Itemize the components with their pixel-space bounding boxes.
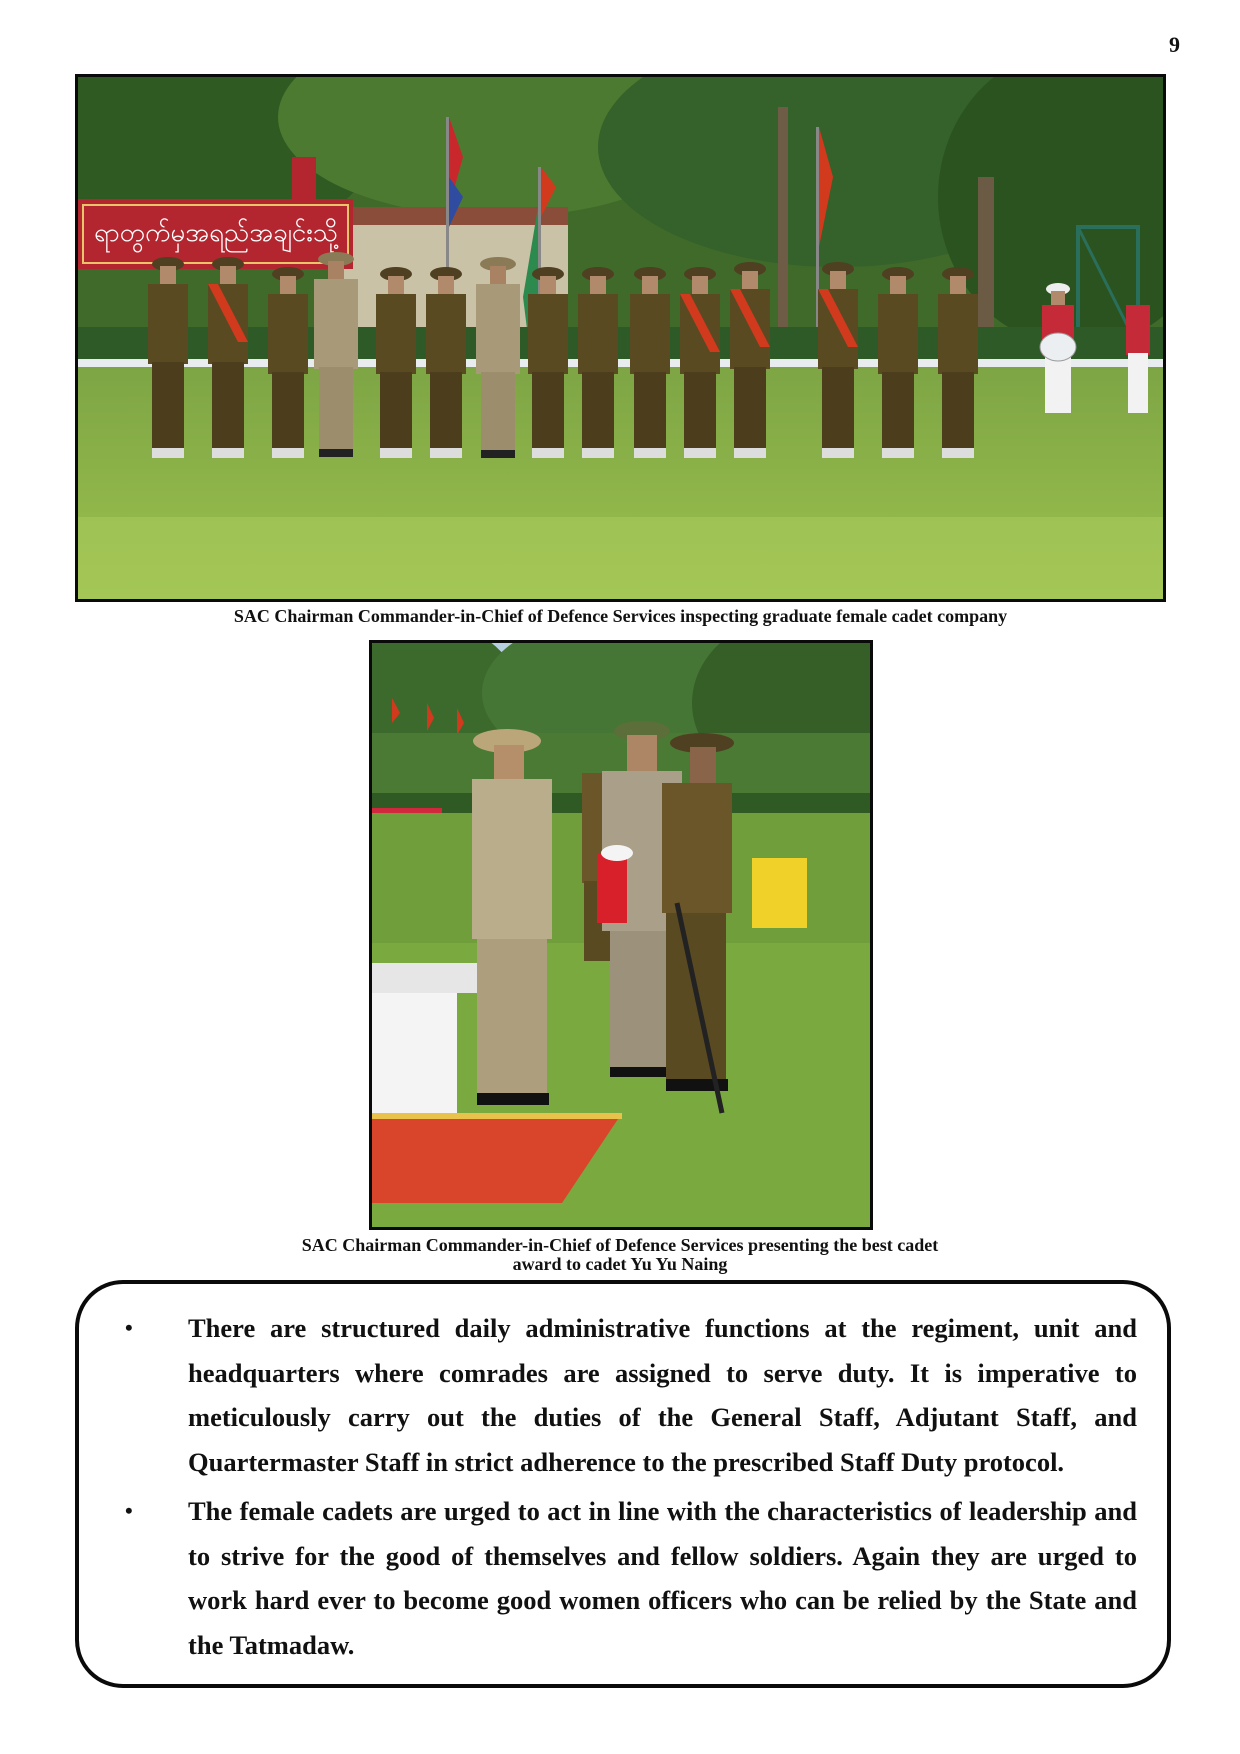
cadet-figure [662,733,734,1113]
key-points-box [75,1280,1171,1688]
sign-text: ရာတွက်မှအရည်အချင်းသို့ [94,218,338,248]
key-point-1 [107,1306,1137,1484]
award-tassel [597,853,627,923]
award-caption-line1: SAC Chairman Commander-in-Chief of Defence Services presenting the best cadet [301,1235,939,1255]
key-points-list [107,1306,1137,1667]
award-photo-illustration [372,643,870,1227]
inspection-photo-illustration [78,77,1163,599]
bullet-icon: • [125,1315,133,1340]
award-photo [369,640,873,1230]
key-point-2 [107,1489,1137,1667]
inspection-photo [75,74,1166,602]
award-caption-line2: award to cadet Yu Yu Naing [512,1254,728,1274]
inspection-photo-caption: SAC Chairman Commander-in-Chief of Defence Services inspecting graduate female cadet company [233,606,1008,626]
general-figure [472,729,552,1105]
key-point-1-text: There are structured daily administrative functions at the regiment, unit and headquarters where comrades are assigned to serve duty. It is imperative to meticulously carry out the duties of the General Staff, Adjutant Staff, and Quartermaster Staff in strict adherence to the prescribed Staff Duty protocol. [188,1313,1137,1477]
bullet-icon: • [125,1498,133,1523]
award-photo-caption [200,1236,1040,1274]
page-number: 9 [1169,32,1180,57]
key-point-2-text: The female cadets are urged to act in line with the characteristics of leadership and to strive for the good of themselves and fellow soldiers. Again they are urged to work hard ever to become good women officers who can be relied by the State and the Tatmadaw. [188,1496,1137,1660]
